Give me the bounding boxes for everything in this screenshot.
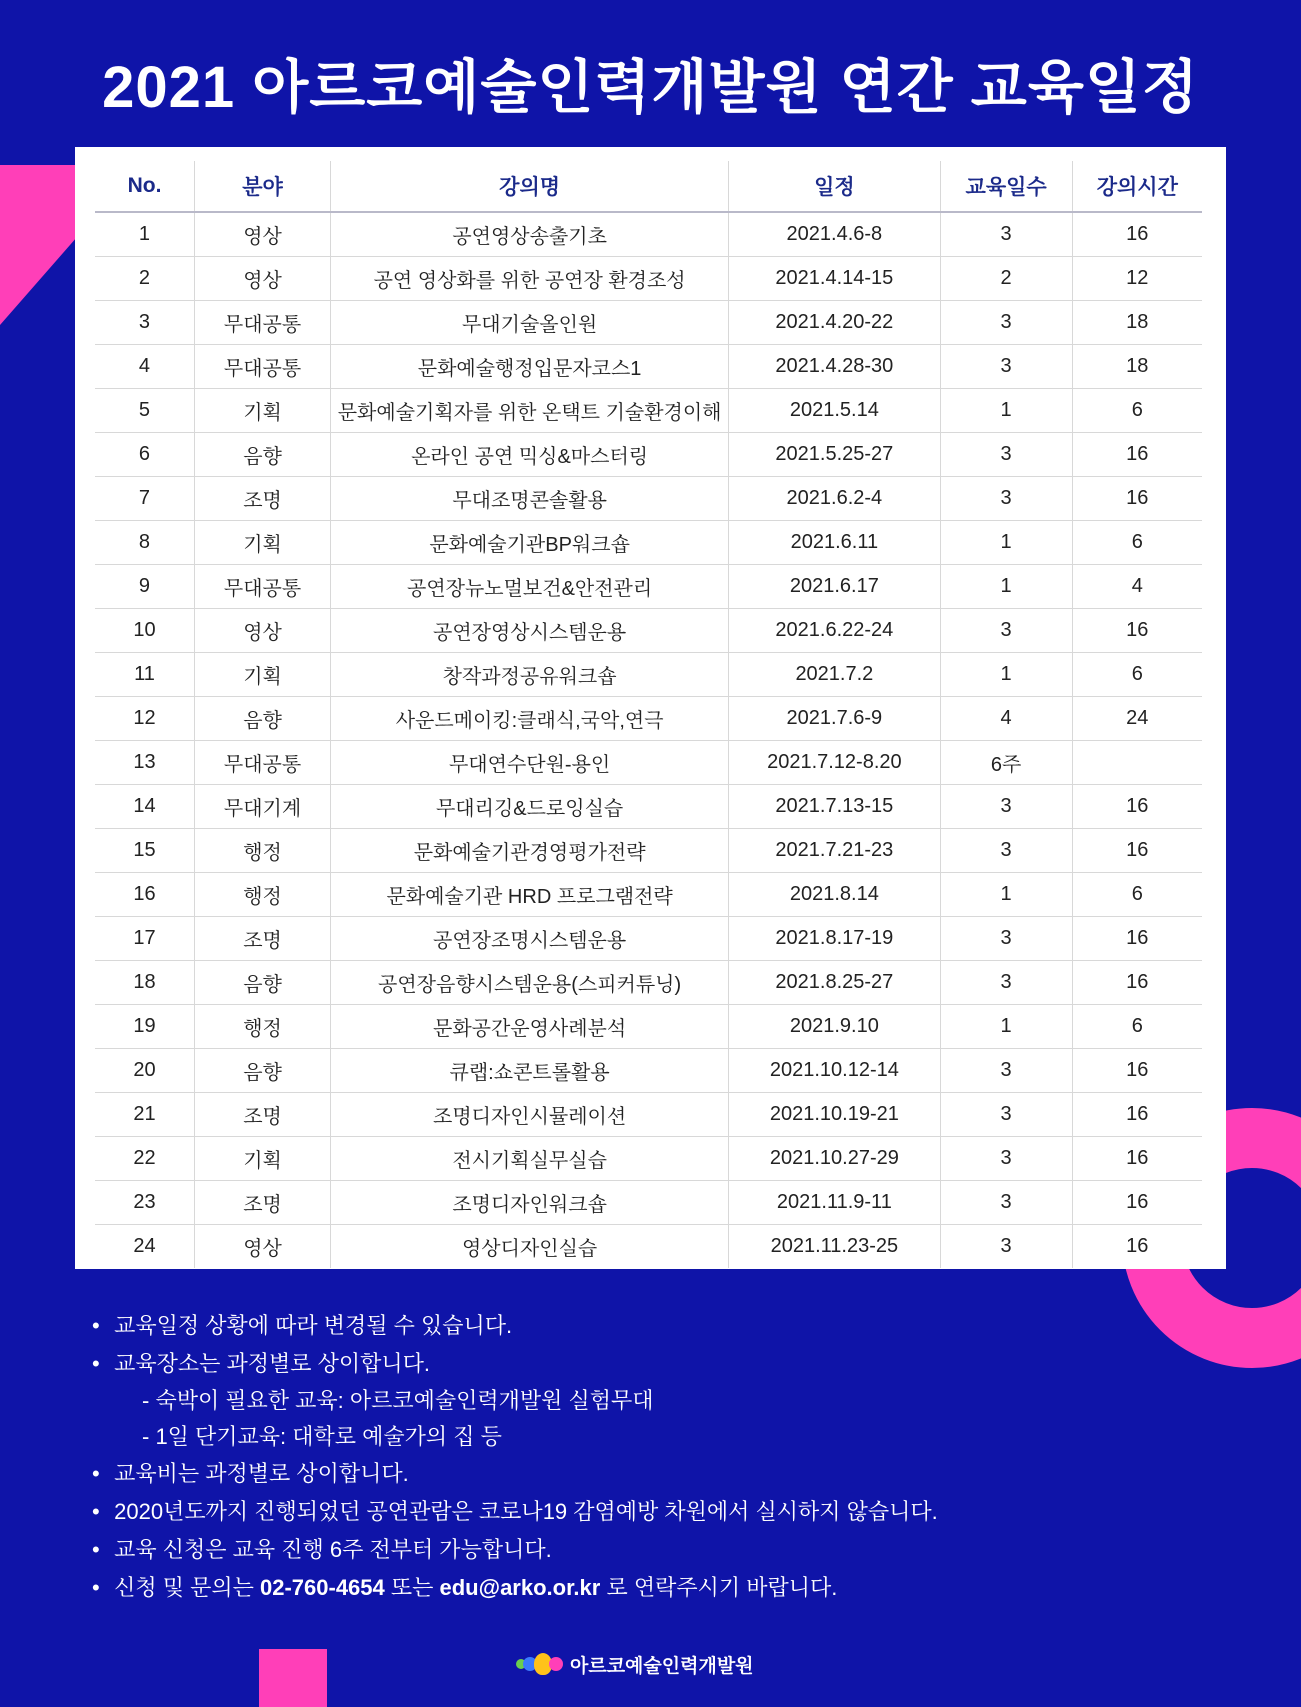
cell-course: 창작과정공유워크숍 — [331, 653, 729, 697]
cell-field: 행정 — [194, 873, 330, 917]
cell-schedule: 2021.4.28-30 — [729, 345, 941, 389]
cell-no: 19 — [95, 1005, 194, 1049]
cell-no: 15 — [95, 829, 194, 873]
cell-no: 8 — [95, 521, 194, 565]
cell-days: 3 — [940, 961, 1072, 1005]
cell-no: 17 — [95, 917, 194, 961]
cell-no: 13 — [95, 741, 194, 785]
table-row — [95, 829, 1202, 873]
pink-square-decoration — [259, 1649, 327, 1707]
cell-days: 1 — [940, 565, 1072, 609]
cell-schedule: 2021.4.6-8 — [729, 212, 941, 257]
note-item: • 2020년도까지 진행되었던 공연관람은 코로나19 감염예방 차원에서 실시하지 않습니다. — [92, 1499, 938, 1524]
cell-schedule: 2021.6.2-4 — [729, 477, 941, 521]
cell-field: 무대공통 — [194, 565, 330, 609]
cell-schedule: 2021.8.25-27 — [729, 961, 941, 1005]
table-row — [95, 961, 1202, 1005]
table-row — [95, 609, 1202, 653]
cell-course: 공연영상송출기초 — [331, 212, 729, 257]
table-row — [95, 389, 1202, 433]
cell-hours: 4 — [1072, 565, 1202, 609]
cell-hours: 18 — [1072, 345, 1202, 389]
cell-field: 영상 — [194, 1225, 330, 1269]
cell-days: 4 — [940, 697, 1072, 741]
logo-text: 아르코예술인력개발원 — [570, 1655, 754, 1677]
notes-list — [92, 1307, 1192, 1607]
cell-hours: 16 — [1072, 829, 1202, 873]
cell-hours: 16 — [1072, 1225, 1202, 1269]
cell-schedule: 2021.6.22-24 — [729, 609, 941, 653]
cell-field: 무대공통 — [194, 301, 330, 345]
cell-hours: 16 — [1072, 961, 1202, 1005]
cell-hours: 16 — [1072, 1049, 1202, 1093]
cell-field: 조명 — [194, 477, 330, 521]
cell-days: 3 — [940, 1225, 1072, 1269]
cell-days: 3 — [940, 345, 1072, 389]
cell-field: 조명 — [194, 1181, 330, 1225]
cell-days: 1 — [940, 873, 1072, 917]
cell-hours: 16 — [1072, 1093, 1202, 1137]
header-course: 강의명 — [331, 161, 729, 212]
table-row — [95, 1225, 1202, 1269]
cell-days: 2 — [940, 257, 1072, 301]
cell-hours: 6 — [1072, 521, 1202, 565]
cell-hours: 24 — [1072, 697, 1202, 741]
schedule-table-card — [75, 147, 1226, 1269]
cell-course: 조명디자인시뮬레이션 — [331, 1093, 729, 1137]
cell-no: 22 — [95, 1137, 194, 1181]
cell-days: 3 — [940, 477, 1072, 521]
cell-schedule: 2021.7.2 — [729, 653, 941, 697]
cell-no: 18 — [95, 961, 194, 1005]
cell-course: 무대리깅&드로잉실습 — [331, 785, 729, 829]
contact-phone: 02-760-4654 — [259, 1575, 385, 1600]
table-row — [95, 1181, 1202, 1225]
note-item: • 교육일정 상황에 따라 변경될 수 있습니다. — [92, 1313, 513, 1338]
cell-course: 문화예술기관경영평가전략 — [331, 829, 729, 873]
table-row — [95, 433, 1202, 477]
cell-schedule: 2021.4.20-22 — [729, 301, 941, 345]
table-row — [95, 741, 1202, 785]
cell-field: 행정 — [194, 1005, 330, 1049]
cell-course: 문화예술기획자를 위한 온택트 기술환경이해 — [331, 389, 729, 433]
cell-field: 기획 — [194, 389, 330, 433]
cell-schedule: 2021.9.10 — [729, 1005, 941, 1049]
table-row — [95, 873, 1202, 917]
table-row — [95, 1005, 1202, 1049]
cell-course: 무대조명콘솔활용 — [331, 477, 729, 521]
cell-days: 3 — [940, 1093, 1072, 1137]
table-row — [95, 257, 1202, 301]
note-text: 교육 신청은 교육 진행 6주 전부터 가능합니다. — [114, 1537, 552, 1562]
header-days: 교육일수 — [940, 161, 1072, 212]
cell-course: 무대기술올인원 — [331, 301, 729, 345]
cell-no: 20 — [95, 1049, 194, 1093]
note-text: 교육일정 상황에 따라 변경될 수 있습니다. — [114, 1313, 513, 1338]
cell-schedule: 2021.11.23-25 — [729, 1225, 941, 1269]
cell-hours: 18 — [1072, 301, 1202, 345]
schedule-table — [95, 161, 1202, 1268]
cell-course: 공연장뉴노멀보건&안전관리 — [331, 565, 729, 609]
cell-no: 9 — [95, 565, 194, 609]
cell-no: 2 — [95, 257, 194, 301]
page-title: 2021 아르코예술인력개발원 연간 교육일정 — [102, 55, 1199, 120]
cell-days: 3 — [940, 212, 1072, 257]
cell-schedule: 2021.5.25-27 — [729, 433, 941, 477]
cell-hours: 16 — [1072, 1181, 1202, 1225]
cell-schedule: 2021.8.14 — [729, 873, 941, 917]
cell-days: 3 — [940, 829, 1072, 873]
cell-course: 조명디자인워크숍 — [331, 1181, 729, 1225]
logo-icon — [516, 1653, 560, 1675]
cell-course: 큐랩:쇼콘트롤활용 — [331, 1049, 729, 1093]
header-field: 분야 — [194, 161, 330, 212]
cell-days: 1 — [940, 653, 1072, 697]
cell-hours: 16 — [1072, 785, 1202, 829]
table-header-row — [95, 161, 1202, 212]
note-subitem: - 숙박이 필요한 교육: 아르코예술인력개발원 실험무대 — [142, 1388, 654, 1413]
table-row — [95, 345, 1202, 389]
cell-field: 기획 — [194, 653, 330, 697]
cell-field: 조명 — [194, 1093, 330, 1137]
cell-course: 공연 영상화를 위한 공연장 환경조성 — [331, 257, 729, 301]
cell-course: 공연장음향시스템운용(스피커튜닝) — [331, 961, 729, 1005]
cell-hours: 6 — [1072, 1005, 1202, 1049]
cell-hours: 6 — [1072, 873, 1202, 917]
cell-course: 무대연수단원-용인 — [331, 741, 729, 785]
table-row — [95, 1093, 1202, 1137]
cell-days: 3 — [940, 609, 1072, 653]
footer-logo — [516, 1649, 754, 1679]
cell-no: 7 — [95, 477, 194, 521]
header-schedule: 일정 — [729, 161, 941, 212]
cell-schedule: 2021.6.17 — [729, 565, 941, 609]
header-hours: 강의시간 — [1072, 161, 1202, 212]
cell-no: 3 — [95, 301, 194, 345]
table-row — [95, 477, 1202, 521]
cell-no: 24 — [133, 1235, 156, 1257]
cell-field: 영상 — [194, 609, 330, 653]
cell-course: 온라인 공연 믹싱&마스터링 — [331, 433, 729, 477]
cell-course: 문화예술행정입문자코스1 — [331, 345, 729, 389]
cell-course: 사운드메이킹:클래식,국악,연극 — [331, 697, 729, 741]
cell-hours: 16 — [1072, 433, 1202, 477]
table-row — [95, 917, 1202, 961]
cell-hours: 12 — [1072, 257, 1202, 301]
cell-schedule: 2021.8.17-19 — [729, 917, 941, 961]
cell-no: 6 — [95, 433, 194, 477]
cell-field: 행정 — [194, 829, 330, 873]
cell-no: 5 — [95, 389, 194, 433]
cell-days: 3 — [940, 785, 1072, 829]
cell-days: 3 — [940, 1181, 1072, 1225]
cell-no: 23 — [95, 1181, 194, 1225]
note-item: • 교육비는 과정별로 상이합니다. — [92, 1461, 409, 1486]
cell-field: 음향 — [194, 961, 330, 1005]
cell-schedule: 2021.10.27-29 — [729, 1137, 941, 1181]
table-row — [95, 565, 1202, 609]
cell-schedule: 2021.7.12-8.20 — [729, 741, 941, 785]
cell-hours: 16 — [1072, 609, 1202, 653]
note-item: • 교육 신청은 교육 진행 6주 전부터 가능합니다. — [92, 1537, 552, 1562]
cell-no: 10 — [95, 609, 194, 653]
table-row — [95, 212, 1202, 257]
cell-days: 3 — [940, 917, 1072, 961]
cell-hours: 6 — [1072, 389, 1202, 433]
cell-field: 무대공통 — [194, 741, 330, 785]
cell-no: 16 — [95, 873, 194, 917]
table-row — [95, 697, 1202, 741]
cell-days: 3 — [940, 433, 1072, 477]
cell-days: 3 — [940, 1049, 1072, 1093]
cell-no: 14 — [95, 785, 194, 829]
cell-hours: 16 — [1072, 1137, 1202, 1181]
cell-days: 3 — [940, 1137, 1072, 1181]
cell-course: 영상디자인실습 — [331, 1225, 729, 1269]
cell-schedule: 2021.7.6-9 — [729, 697, 941, 741]
cell-hours: 6 — [1072, 653, 1202, 697]
note-item: • 교육장소는 과정별로 상이합니다. — [92, 1351, 430, 1376]
note-subitem: - 1일 단기교육: 대학로 예술가의 집 등 — [142, 1424, 502, 1449]
cell-schedule: 2021.11.9-11 — [729, 1181, 941, 1225]
cell-hours: 16 — [1072, 477, 1202, 521]
cell-no: 21 — [95, 1093, 194, 1137]
cell-course: 문화예술기관BP워크숍 — [331, 521, 729, 565]
cell-course: 공연장조명시스템운용 — [331, 917, 729, 961]
cell-no: 1 — [95, 212, 194, 257]
note-text: 교육장소는 과정별로 상이합니다. — [114, 1351, 430, 1376]
cell-days: 6주 — [940, 741, 1072, 785]
cell-course: 문화예술기관 HRD 프로그램전략 — [331, 873, 729, 917]
cell-no: 4 — [95, 345, 194, 389]
cell-field: 무대기계 — [194, 785, 330, 829]
cell-schedule: 2021.10.12-14 — [729, 1049, 941, 1093]
cell-field: 영상 — [194, 212, 330, 257]
cell-schedule: 2021.6.11 — [729, 521, 941, 565]
table-row — [95, 785, 1202, 829]
cell-field: 무대공통 — [194, 345, 330, 389]
cell-hours — [1072, 741, 1202, 785]
table-row — [95, 653, 1202, 697]
cell-field: 음향 — [194, 433, 330, 477]
cell-field: 음향 — [194, 1049, 330, 1093]
cell-no: 12 — [95, 697, 194, 741]
table-row — [95, 1049, 1202, 1093]
cell-schedule: 2021.7.21-23 — [729, 829, 941, 873]
cell-field: 기획 — [194, 521, 330, 565]
cell-course: 공연장영상시스템운용 — [331, 609, 729, 653]
cell-course: 전시기획실무실습 — [331, 1137, 729, 1181]
cell-course: 문화공간운영사례분석 — [331, 1005, 729, 1049]
cell-days: 1 — [940, 521, 1072, 565]
cell-hours: 16 — [1072, 917, 1202, 961]
cell-no: 11 — [95, 653, 194, 697]
cell-field: 기획 — [194, 1137, 330, 1181]
cell-days: 3 — [940, 301, 1072, 345]
note-text: 교육비는 과정별로 상이합니다. — [114, 1461, 409, 1486]
cell-schedule: 2021.5.14 — [729, 389, 941, 433]
cell-schedule: 2021.7.13-15 — [729, 785, 941, 829]
contact-email: edu@arko.or.kr — [439, 1575, 601, 1600]
cell-hours: 16 — [1072, 212, 1202, 257]
table-row — [95, 521, 1202, 565]
cell-field: 영상 — [194, 257, 330, 301]
cell-field: 음향 — [194, 697, 330, 741]
cell-field: 조명 — [194, 917, 330, 961]
table-row — [95, 301, 1202, 345]
table-row — [95, 1137, 1202, 1181]
header-no: No. — [95, 161, 194, 212]
cell-days: 1 — [940, 389, 1072, 433]
cell-days: 1 — [940, 1005, 1072, 1049]
cell-schedule: 2021.4.14-15 — [729, 257, 941, 301]
cell-schedule: 2021.10.19-21 — [729, 1093, 941, 1137]
note-item-contact: • 신청 및 문의는 02-760-4654 또는 edu@arko.or.kr 로 연락주시기 바랍니다. — [92, 1575, 838, 1600]
note-text: 2020년도까지 진행되었던 공연관람은 코로나19 감염예방 차원에서 실시하지 않습니다. — [114, 1499, 938, 1524]
